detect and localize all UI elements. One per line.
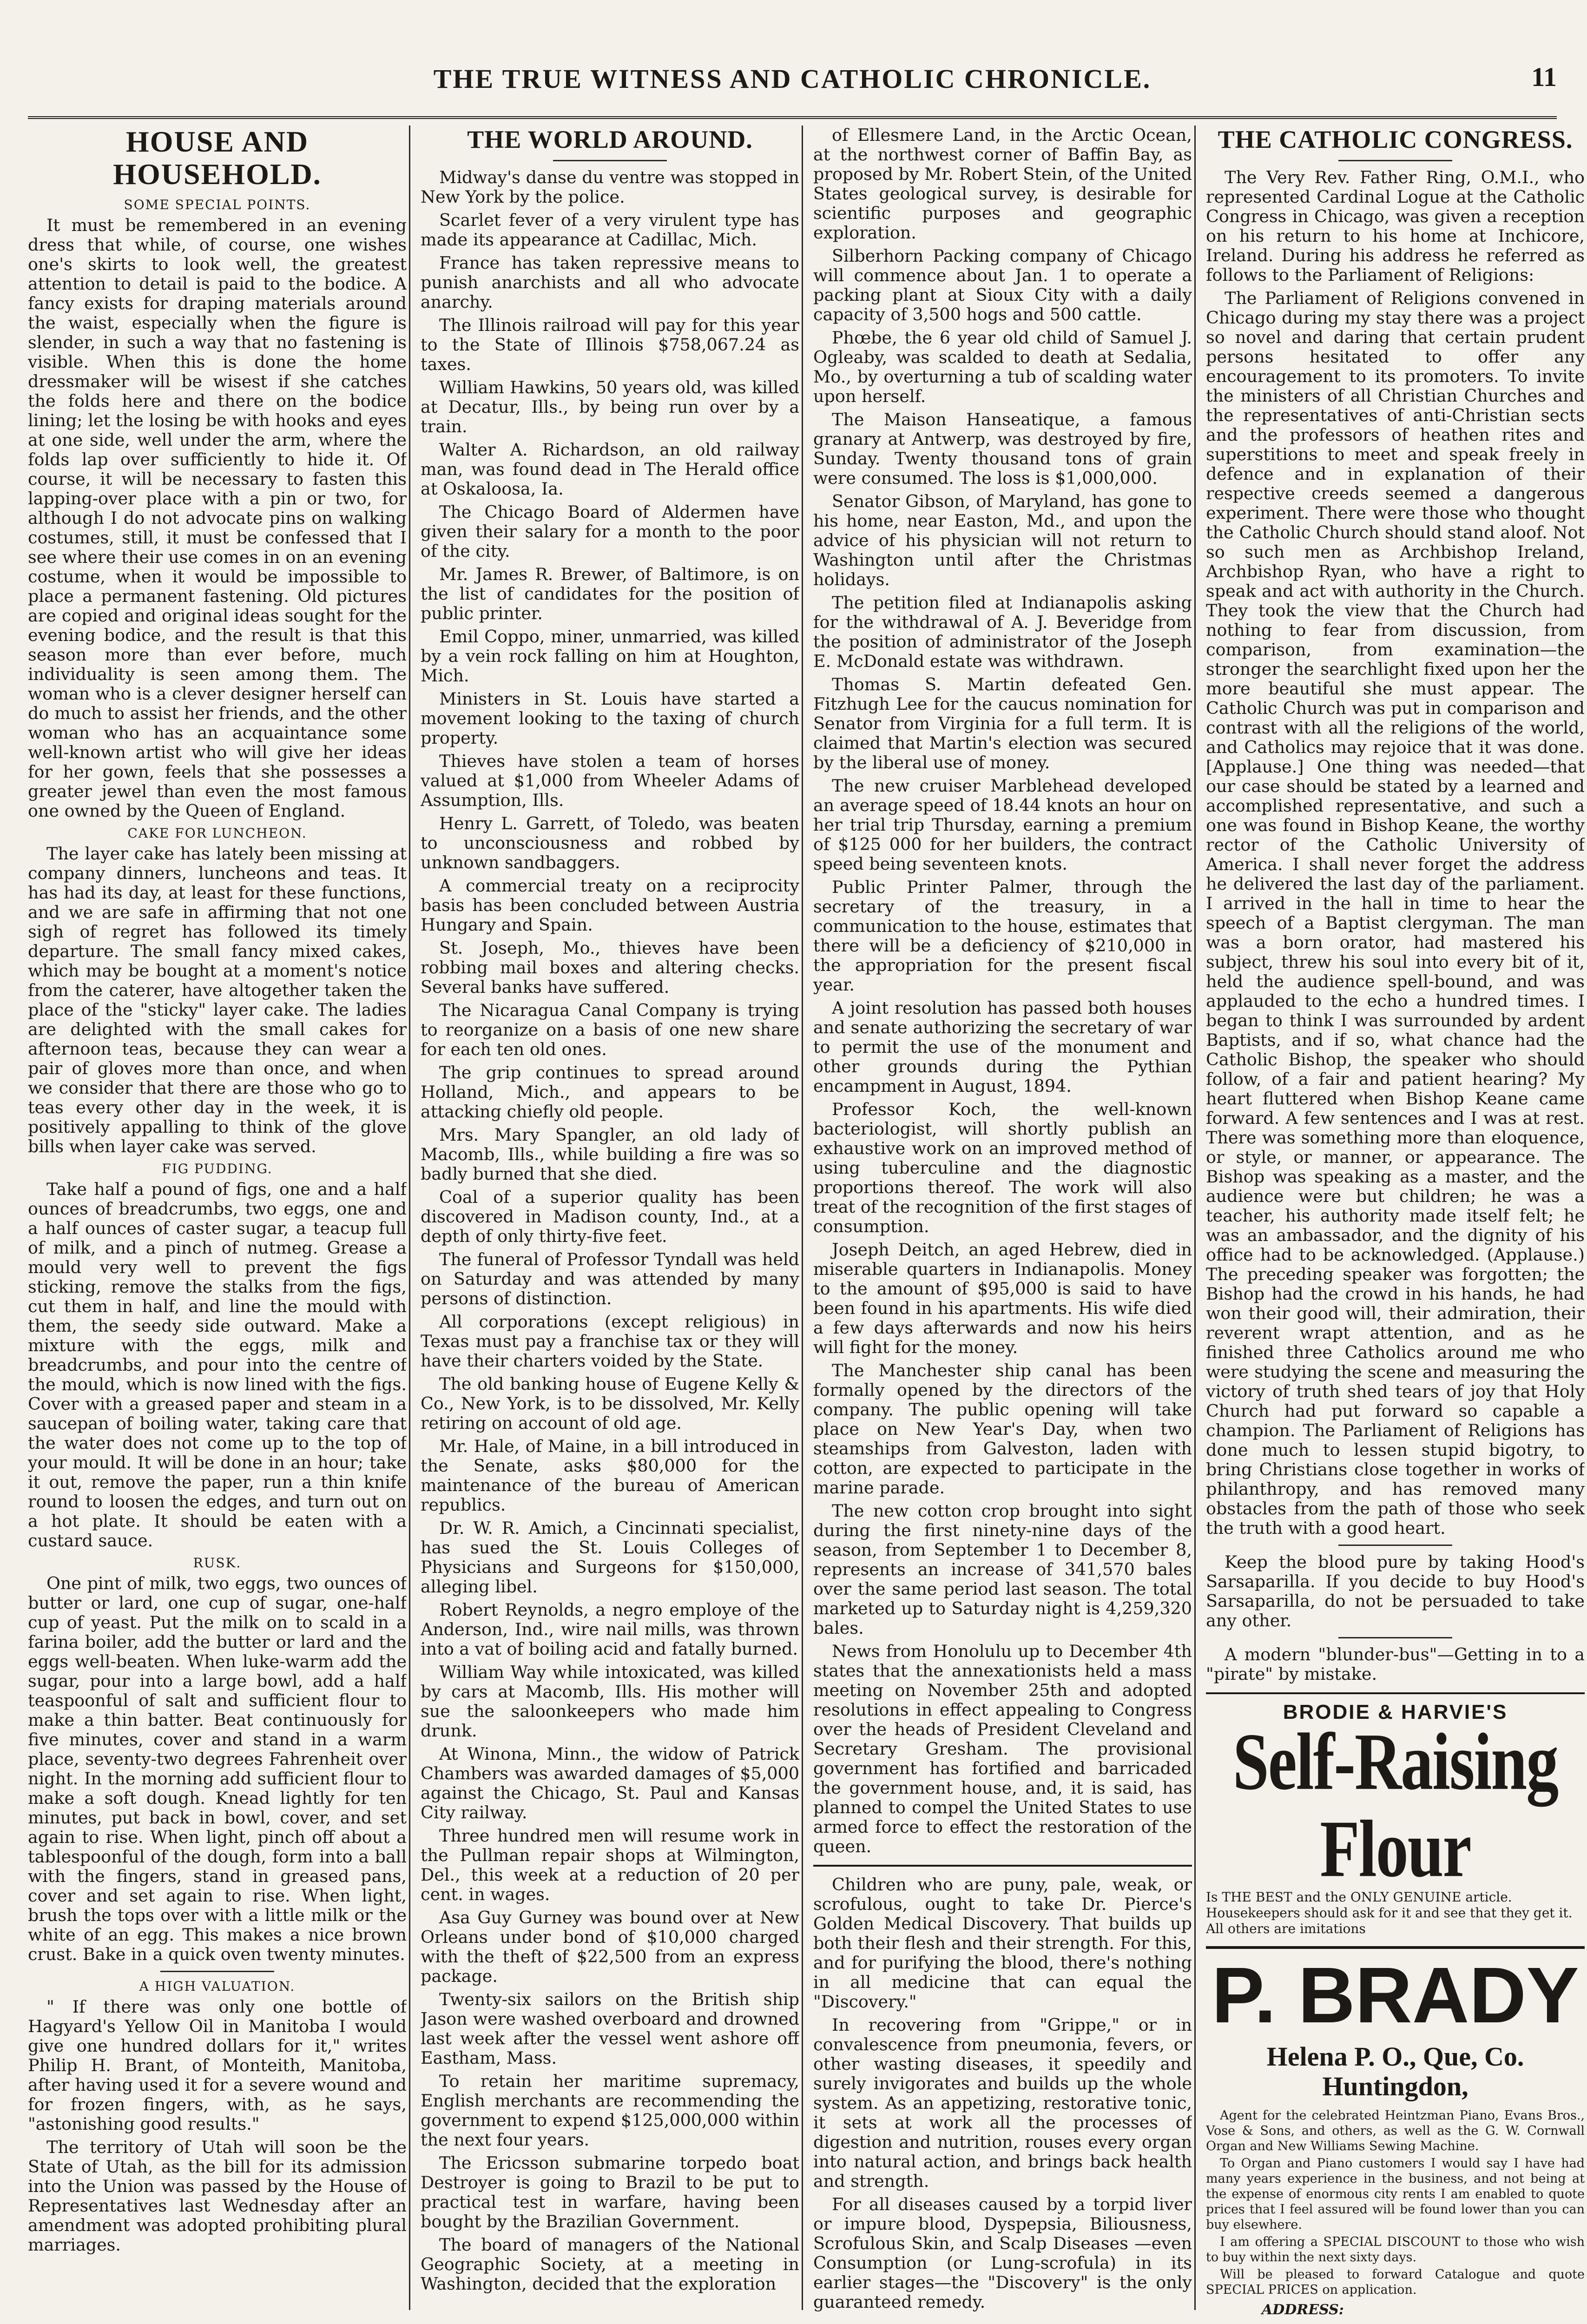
news-item: A commercial treaty on a reciprocity basis has been concluded between Austria Hungary and Spain. [421, 876, 799, 935]
section-heading: THE WORLD AROUND. [467, 125, 753, 153]
news-item: Mr. Hale, of Maine, in a bill introduced in the Senate, asks $80,000 for the maintenance of the bureau of American republics. [421, 1436, 799, 1515]
news-item: The grip continues to spread around Holland, Mich., and appears to be attacking chiefly old people. [421, 1063, 799, 1122]
news-item: The Chicago Board of Aldermen have given their salary for a month to the poor of the city. [421, 502, 799, 561]
ad-paragraph: I am offering a SPECIAL DISCOUNT to those who wish to buy within the next sixty days. [1206, 2235, 1585, 2265]
ad-paragraph: To Organ and Piano customers I would say I have had many years experience in the business, and not being at the expense of enormous city rents I am enabled to quote prices that I feel assured will be found lower than you can buy elsewhere. [1206, 2156, 1585, 2232]
news-item: Emil Coppo, miner, unmarried, was killed by a vein rock falling on him at Houghton, Mich. [421, 627, 799, 686]
section-heading: THE CATHOLIC CONGRESS. [1218, 125, 1573, 153]
news-item: St. Joseph, Mo., thieves have been robbing mail boxes and altering checks. Several banks have suffered. [421, 938, 799, 997]
news-item: A joint resolution has passed both houses and senate authorizing the secretary of war to permit the use of the monument and other grounds during the Pythian encampment in August, 1894. [813, 998, 1192, 1096]
ad-address-label: ADDRESS: [1262, 2302, 1344, 2315]
article-paragraph: The territory of Utah will soon be the State of Utah, as the bill for its admission into the Union was passed by the House of Representatives last Wednesday after an amendment was adopted prohibiting plural marriages. [28, 2137, 407, 2255]
article-paragraph: It must be remembered in an evening dress that while, of course, one wishes one's skirts to look well, the greatest attention to detail is paid to the bodice. A fancy exists for draping materials around the waist, especially when the figure is slender, in such a way that no fastening is visible. When this is done the home dressmaker will be wisest if she catches the folds here and there on the bodice lining; let the losing be with hooks and eyes at one side, well under the arm, where the folds lap over sufficiently to hide it. Of course, it will be necessary to fasten this lapping-over place with a pin or two, for although I do not advocate pins on walking costumes, still, it must be confessed that I see where their use comes in on an evening costume, when it would be impossible to place a permanent fastening. Old pictures are copied and original ideas sought for the evening bodice, and the result is that this season more than ever before, much individuality is seen among them. The woman who is a clever designer herself can do much to assist her friends, and the other woman who has an acquaintance some well-known artist who will give her ideas for her gown, feels that she possesses a greater jewel than even the most famous one owned by the Queen of England. [28, 215, 407, 821]
column-rule [802, 125, 803, 2310]
news-item: Thomas S. Martin defeated Gen. Fitzhugh Lee for the caucus nomination for Senator from Virginia for a full term. It is claimed that Martin's election was secured by the liberal use of money. [813, 674, 1192, 772]
divider [1338, 1637, 1452, 1638]
news-item: The board of managers of the National Geographic Society, at a meeting in Washington, decided that the exploration [421, 2235, 799, 2294]
advertisement-paragraph: For all diseases caused by a torpid liver or impure blood, Dyspepsia, Biliousness, Scrofulous Skin, and Scalp Diseases —even Consumption (or Lung-scrofula) in its earlier stages—the "Discovery" is the only guaranteed remedy. [813, 2194, 1192, 2312]
news-item: The new cruiser Marblehead developed an average speed of 18.44 knots an hour on her trial trip Thursday, earning a premium of $125 000 for her builders, the contract speed being seventeen knots. [813, 776, 1192, 874]
brady-advertisement [1206, 1946, 1585, 2315]
news-item: Mr. James R. Brewer, of Baltimore, is on the list of candidates for the position of public printer. [421, 564, 799, 623]
news-item: Henry L. Garrett, of Toledo, was beaten to unconsciousness and robbed by unknown sandbaggers. [421, 813, 799, 872]
joke-paragraph: A modern "blunder-bus"—Getting in to a "pirate" by mistake. [1206, 1644, 1585, 1684]
news-item: William Hawkins, 50 years old, was killed at Decatur, Ills., by being run over by a train. [421, 377, 799, 436]
news-item: The funeral of Professor Tyndall was held on Saturday and was attended by many persons of distinction. [421, 1249, 799, 1308]
subheading: SOME SPECIAL POINTS. [124, 197, 311, 212]
news-item: Mrs. Mary Spangler, an old lady of Macomb, Ills., while building a fire was so badly burned that she died. [421, 1125, 799, 1184]
advertisement-paragraph: Keep the blood pure by taking Hood's Sarsaparilla. If you decide to buy Hood's Sarsaparilla, do not be persuaded to take any other. [1206, 1552, 1585, 1631]
article-paragraph: The Parliament of Religions convened in Chicago during my stay there was a project so novel and daring that certain prudent persons hesitated to offer any encouragement to its promoters. To invite the ministers of all Christian Churches and the representatives of anti-Christian sects and the professors of heathen rites and superstitions to meet and speak freely in defence and in explanation of their respective creeds seemed a dangerous experiment. There were those who thought the Catholic Church should stand aloof. Not so such men as Archbishop Ireland, Archbishop Ryan, who have a right to speak and act with authority in the Church. They took the view that the Church had nothing to fear from discussion, from comparison, from examination—the stronger the searchlight fixed upon her the more beautiful she must appear. The Catholic Church was put in comparison and contrast with all the religions of the world, and Catholics may rejoice that it was done. [Applause.] One thing was needed—that our case should be stated by a learned and accomplished representative, and such a one was found in Bishop Keane, the worthy rector of the Catholic University of America. I shall never forget the address he delivered the last day of the parliament. I arrived in the hall in time to hear the speech of a Baptist clergyman. The man was a born orator, had mastered his subject, threw his soul into every bit of it, held the audience spell-bound, and was applauded to the echo a hundred times. I began to think I was surrounded by ardent Baptists, and if so, what chance had the Catholic Bishop, the speaker who should follow, of a fair and patient hearing? My heart fluttered when Bishop Keane came forward. A few sentences and I was at rest. There was something more than eloquence, or style, or manner, or appearance. The Bishop was speaking as a master, and the audience were but children; he was a teacher, his authority made itself felt; he was an ambassador, and the dignity of his office had to be acknowledged. (Applause.) The preceding speaker was forgotten; the Bishop had the crowd in his hands, he had won their good will, their admiration, their reverent wrapt attention, and as he finished three Catholics around me who were studying the scene and measuring the victory of truth shed tears of joy that Holy Church had put forward so capable a champion. The Parliament of Religions has done much to lessen stupid bigotry, to bring Christians close together in works of philanthropy, and has removed many obstacles from the path of those who seek the truth with a good heart. [1206, 288, 1585, 1538]
column-world-around [421, 125, 799, 2315]
news-item: The Manchester ship canal has been formally opened by the directors of the company. The public opening will take place on New Year's Day, when two steamships from Galveston, laden with cotton, are expected to participate in the marine parade. [813, 1360, 1192, 1498]
news-item: Professor Koch, the well-known bacteriologist, will shortly publish an exhaustive work on an improved method of using tuberculine and the diagnostic proportions thereof. The work will also treat of the recognition of the first stages of consumption. [813, 1099, 1192, 1236]
news-item: Dr. W. R. Amich, a Cincinnati specialist, has sued the St. Louis Colleges of Physicians and Surgeons for $150,000, alleging libel. [421, 1518, 799, 1597]
divider [553, 160, 667, 161]
page-number: 11 [1531, 62, 1557, 92]
news-item: The old banking house of Eugene Kelly & Co., New York, is to be dissolved, Mr. Kelly retiring on account of old age. [421, 1374, 799, 1433]
news-item: Senator Gibson, of Maryland, has gone to his home, near Easton, Md., and upon the advice of his physician will not return to Washington until after the Christmas holidays. [813, 491, 1192, 589]
flour-advertisement [1206, 1703, 1585, 1937]
section-heading: HOUSE AND HOUSEHOLD. [113, 125, 322, 191]
news-item: Twenty-six sailors on the British ship Jason were washed overboard and drowned last week after the vessel went ashore off Eastham, Mass. [421, 1989, 799, 2068]
news-item: France has taken repressive means to punish anarchists and all who advocate anarchy. [421, 253, 799, 312]
news-item: of Ellesmere Land, in the Arctic Ocean, at the northwest corner of Baffin Bay, as proposed by Mr. Robert Stein, of the United States geological survey, is desirable for scientific purposes and geographic exploration. [813, 125, 1192, 243]
subheading: RUSK. [193, 1555, 242, 1571]
masthead [28, 60, 1557, 119]
column-rule [409, 125, 410, 2310]
article-paragraph: " If there was only one bottle of Hagyard's Yellow Oil in Manitoba I would give one hundred dollars for it," writes Philip H. Brant, of Monteith, Manitoba, after having used it for a severe wound and for frozen fingers, with, as he says, "astonishing good results." [28, 1997, 407, 2134]
article-paragraph: One pint of milk, two eggs, two ounces of butter or lard, one cup of sugar, one-half cup of yeast. Put the milk on to scald in a farina boiler, add the butter or lard and the eggs well-beaten. When luke-warm add the sugar, pour into a large bowl, add a half teaspoonful of salt and sufficient flour to make a thin batter. Beat continuously for five minutes, cover and stand in a warm place, seventy-two degrees Fahrenheit over night. In the morning add sufficient flour to make a soft dough. Knead lightly for ten minutes, put back in bowl, cover, and set again to rise. When light, pinch off about a tablespoonful of the dough, form into a ball with the fingers, stand in greased pans, cover and set again to rise. When light, brush the tops over with a little milk or the white of an egg. This makes a nice brown crust. Bake in a quick oven twenty minutes. [28, 1573, 407, 1964]
news-item: Asa Guy Gurney was bound over at New Orleans under bond of $10,000 charged with the theft of $22,500 from an express package. [421, 1908, 799, 1986]
news-item: News from Honolulu up to December 4th states that the annexationists held a mass meeting on November 25th and adopted resolutions in effect appealing to Congress over the heads of President Cleveland and Secretary Gresham. The provisional government has fortified and barricaded the government house, and, it is said, has planned to compel the United States to use armed force to effect the restoration of the queen. [813, 1641, 1192, 1856]
ad-maker: BRODIE & HARVIE'S [1283, 1701, 1508, 1723]
ad-product: Self-Raising Flour [1232, 1717, 1558, 1894]
news-item: William Way while intoxicated, was killed by cars at Macomb, Ills. His mother will sue the saloonkeepers who made him drunk. [421, 1662, 799, 1741]
divider [1338, 160, 1452, 161]
news-item: Coal of a superior quality has been discovered in Madison county, Ind., at a depth of only thirty-five feet. [421, 1187, 799, 1246]
ad-address: Helena P. O., Que, Co. Huntingdon, [1266, 2041, 1524, 2101]
ad-paragraph: Agent for the celebrated Heintzman Piano, Evans Bros., Vose & Sons, and others, as well as the G. W. Cornwall Organ and New Williams Sewing Machine. [1206, 2108, 1585, 2153]
advertisement-paragraph: In recovering from "Grippe," or in convalescence from pneumonia, fevers, or other wasting diseases, it speedily and surely invigorates and builds up the whole system. As an appetizing, restorative tonic, it sets at work all the processes of digestion and nutrition, rouses every organ into natural action, and brings back health and strength. [813, 2015, 1192, 2191]
ad-paragraph: Will be pleased to forward Catalogue and quote SPECIAL PRICES on application. [1206, 2267, 1585, 2297]
divider [1338, 1545, 1452, 1546]
advertisement-paragraph: Children who are puny, pale, weak, or scrofulous, ought to take Dr. Pierce's Golden Medical Discovery. That builds up both their flesh and their strength. For this, and for purifying the blood, there's nothing in all medicine that can equal the "Discovery." [813, 1875, 1192, 2012]
news-item: Robert Reynolds, a negro employe of the Anderson, Ind., wire nail mills, was thrown into a vat of boiling acid and fatally burned. [421, 1600, 799, 1659]
column-rule [1194, 125, 1196, 2310]
news-item: All corporations (except religious) in Texas must pay a franchise tax or they will have their charters voided by the State. [421, 1312, 799, 1371]
news-item: At Winona, Minn., the widow of Patrick Chambers was awarded damages of $5,000 against the Chicago, St. Paul and Kansas City railway. [421, 1744, 799, 1822]
column-house-and-household [28, 125, 407, 2315]
column-catholic-congress [1206, 125, 1585, 2315]
news-item: The Nicaragua Canal Company is trying to reorganize on a basis of one new share for each ten old ones. [421, 1000, 799, 1059]
news-item: Phœbe, the 6 year old child of Samuel J. Ogleaby, was scalded to death at Sedalia, Mo., by overturning a tub of scalding water upon herself. [813, 328, 1192, 406]
article-paragraph: The layer cake has lately been missing at company dinners, luncheons and teas. It has had its day, at least for these functions, and we are safe in affirming that not one sigh of regret has followed its timely departure. The small fancy mixed cakes, which may be bought at a moment's notice from the caterer, have altogether taken the place of the "sticky" layer cake. The ladies are delighted with the small cakes for afternoon teas, because they can wear a pair of gloves more than once, and when we consider that there are those who go to teas every other day in the week, it is positively appalling to think of the glove bills when layer cake was served. [28, 844, 407, 1156]
divider [160, 1971, 274, 1972]
news-item: Ministers in St. Louis have started a movement looking to the taxing of church property. [421, 689, 799, 748]
news-item: The Ericsson submarine torpedo boat Destroyer is going to Brazil to be put to practical test in warfare, having been bought by the Brazilian Government. [421, 2153, 799, 2232]
newspaper-title: THE TRUE WITNESS AND CATHOLIC CHRONICLE. [433, 64, 1152, 94]
news-item: Scarlet fever of a very virulent type has made its appearance at Cadillac, Mich. [421, 210, 799, 250]
subheading: A HIGH VALUATION. [139, 1979, 296, 1994]
divider [813, 1865, 1192, 1867]
news-item: To retain her maritime supremacy, English merchants are recommending the government to expend $125,000,000 within the next four years. [421, 2071, 799, 2150]
news-item: Joseph Deitch, an aged Hebrew, died in miserable quarters in Indianapolis. Money to the amount of $95,000 is said to have been found in his apartments. His wife died a few days afterwards and now his heirs will fight for the money. [813, 1240, 1192, 1357]
subheading: CAKE FOR LUNCHEON. [127, 825, 307, 841]
news-item: Public Printer Palmer, through the secretary of the treasury, in a communication to the house, estimates that there will be a deficiency of $210,000 in the appropriation for the present fiscal year. [813, 877, 1192, 995]
news-item: The petition filed at Indianapolis asking for the withdrawal of A. J. Beveridge from the position of administrator of the Joseph E. McDonald estate was withdrawn. [813, 593, 1192, 671]
column-world-continued [813, 125, 1192, 2315]
subheading: FIG PUDDING. [162, 1161, 273, 1176]
news-item: The Maison Hanseatique, a famous granary at Antwerp, was destroyed by fire, Sunday. Twenty thousand tons of grain were consumed. The loss is $1,000,000. [813, 409, 1192, 488]
ad-name: P. BRADY [1206, 1946, 1585, 2037]
divider [1206, 1692, 1585, 1694]
news-item: Walter A. Richardson, an old railway man, was found dead in The Herald office at Oskaloosa, Ia. [421, 440, 799, 499]
news-item: Three hundred men will resume work in the Pullman repair shops at Wilmington, Del., this week at a reduction of 20 per cent. in wages. [421, 1826, 799, 1904]
news-item: Thieves have stolen a team of horses valued at $1,000 from Wheeler Adams of Assumption, Ills. [421, 751, 799, 810]
article-paragraph: The Very Rev. Father Ring, O.M.I., who represented Cardinal Logue at the Catholic Congress in Chicago, was given a reception on his return to his home at Inchicore, Ireland. During his address he referred as follows to the Parliament of Religions: [1206, 167, 1585, 285]
news-item: The Illinois railroad will pay for this year to the State of Illinois $758,067.24 as taxes. [421, 315, 799, 374]
news-item: Silberhorn Packing company of Chicago will commence about Jan. 1 to operate a packing plant at Sioux City with a daily capacity of 3,500 hogs and 500 cattle. [813, 246, 1192, 324]
news-item: Midway's danse du ventre was stopped in New York by the police. [421, 167, 799, 207]
article-paragraph: Take half a pound of figs, one and a half ounces of breadcrumbs, two eggs, one and a half ounces of caster sugar, a teacup full of milk, and a pinch of nutmeg. Grease a mould very well to prevent the figs sticking, remove the stalks from the figs, cut them in half, and line the mould with them, the seedy side outward. Make a mixture with the eggs, milk and breadcrumbs, and pour into the centre of the mould, which is now lined with the figs. Cover with a greased paper and steam in a saucepan of boiling water, taking care that the water does not come up to the top of your mould. It will be done in an hour; take it out, remove the paper, run a thin knife round to loosen the edges, and turn out on a hot plate. It should be eaten with a custard sauce. [28, 1179, 407, 1551]
news-item: The new cotton crop brought into sight during the first ninety-nine days of the season, from September 1 to December 8, represents an increase of 341,570 bales over the same period last season. The total marketed up to Saturday night is 4,259,320 bales. [813, 1501, 1192, 1638]
ad-fine-print: Is THE BEST and the ONLY GENUINE article. Housekeepers should ask for it and see that they get it. All others are imitations [1206, 1889, 1573, 1936]
